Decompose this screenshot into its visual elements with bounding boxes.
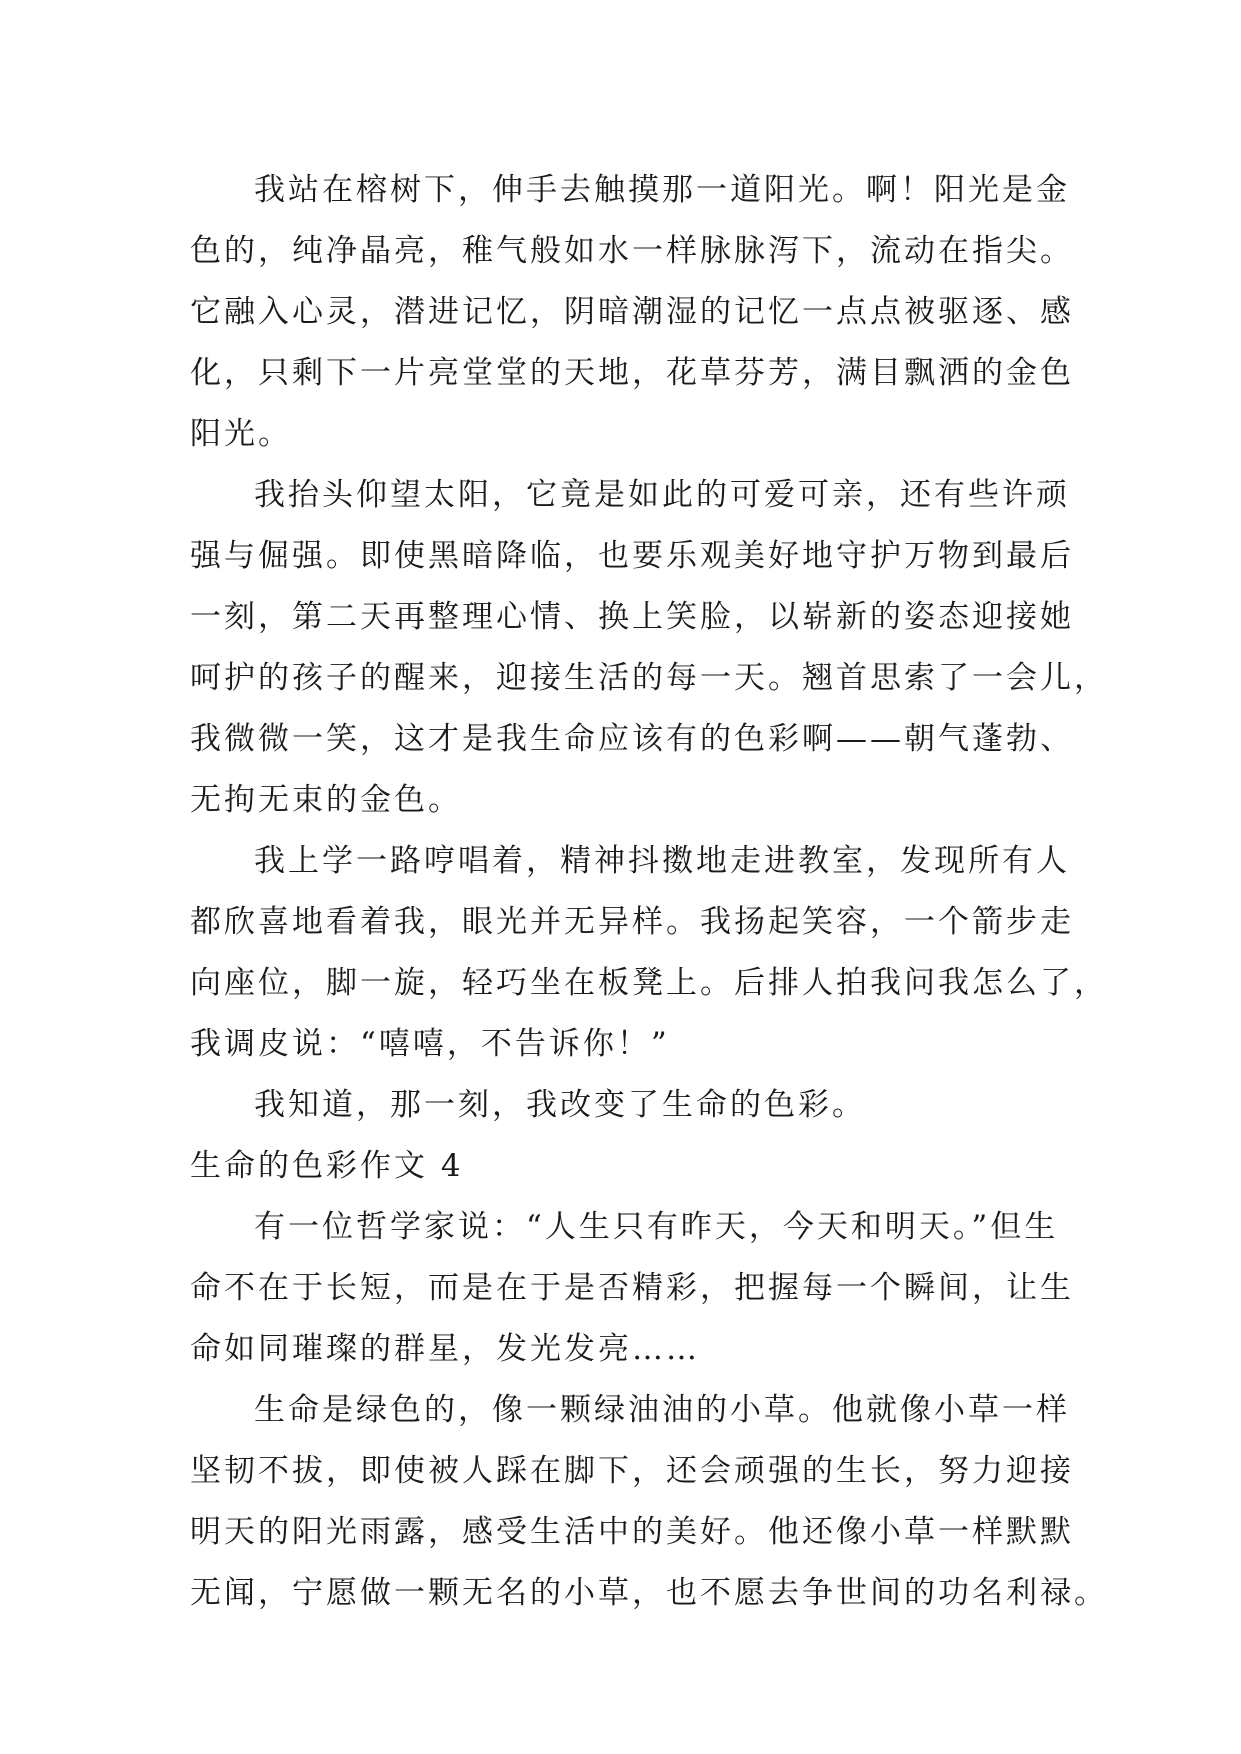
text-line: 命如同璀璨的群星，发光发亮……	[190, 1331, 700, 1367]
text-line: 明天的阳光雨露，感受生活中的美好。他还像小草一样默默	[190, 1514, 1074, 1550]
text-line: 向座位，脚一旋，轻巧坐在板凳上。后排人拍我问我怎么了，	[190, 965, 1108, 1001]
text-line: 有一位哲学家说：“人生只有昨天，今天和明天。”但生	[254, 1209, 1059, 1245]
text-line: 我微微一笑，这才是我生命应该有的色彩啊——朝气蓬勃、	[190, 721, 1074, 757]
text-line: 都欣喜地看着我，眼光并无异样。我扬起笑容，一个箭步走	[190, 904, 1074, 940]
text-line: 强与倔强。即使黑暗降临，也要乐观美好地守护万物到最后	[190, 538, 1074, 574]
text-line: 无闻，宁愿做一颗无名的小草，也不愿去争世间的功名利禄。	[190, 1575, 1108, 1611]
text-line: 我调皮说：“嘻嘻，不告诉你！”	[190, 1026, 670, 1062]
text-line: 无拘无束的金色。	[190, 782, 462, 818]
text-line: 我上学一路哼唱着，精神抖擞地走进教室，发现所有人	[254, 843, 1070, 879]
text-line: 色的，纯净晶亮，稚气般如水一样脉脉泻下，流动在指尖。	[190, 233, 1074, 269]
text-line: 它融入心灵，潜进记忆，阴暗潮湿的记忆一点点被驱逐、感	[190, 294, 1074, 330]
text-line: 呵护的孩子的醒来，迎接生活的每一天。翘首思索了一会儿，	[190, 660, 1108, 696]
section-heading: 生命的色彩作文 4	[190, 1148, 464, 1184]
text-line: 化，只剩下一片亮堂堂的天地，花草芬芳，满目飘洒的金色	[190, 355, 1074, 391]
text-line: 阳光。	[190, 416, 292, 452]
text-line: 一刻，第二天再整理心情、换上笑脸，以崭新的姿态迎接她	[190, 599, 1074, 635]
text-line: 我知道，那一刻，我改变了生命的色彩。	[254, 1087, 866, 1123]
text-line: 我站在榕树下，伸手去触摸那一道阳光。啊！阳光是金	[254, 172, 1070, 208]
text-line: 坚韧不拔，即使被人踩在脚下，还会顽强的生长，努力迎接	[190, 1453, 1074, 1489]
document-body	[190, 160, 1108, 1624]
text-line: 命不在于长短，而是在于是否精彩，把握每一个瞬间，让生	[190, 1270, 1074, 1306]
text-line: 我抬头仰望太阳，它竟是如此的可爱可亲，还有些许顽	[254, 477, 1070, 513]
text-line: 生命是绿色的，像一颗绿油油的小草。他就像小草一样	[254, 1392, 1070, 1428]
